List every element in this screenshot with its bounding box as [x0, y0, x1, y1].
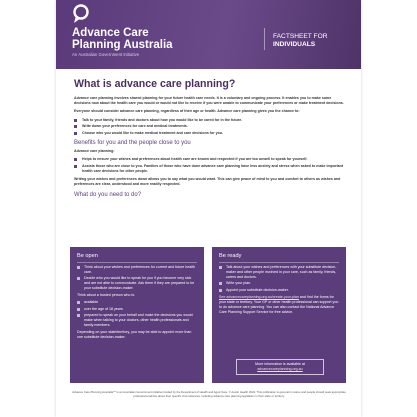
action-boxes — [70, 247, 346, 383]
benefits-lead: Advance care planning: — [74, 149, 115, 153]
chance-list — [74, 118, 344, 136]
list-item: Decide who you would like to speak for you if you become very sick and are not able to communicate. Ask them if they are prepared to be your substitute decision-maker. — [77, 276, 197, 291]
intro-paragraph-2: Everyone should consider advance care planning, regardless of their age or health. Advance care planning gives you the chance to: — [74, 109, 300, 114]
be-open-closing: Depending on your state/territory, you may be able to appoint more than one substitute decision-maker. — [77, 330, 192, 340]
header-banner — [56, 0, 361, 69]
logo-title-line1: Advance Care — [72, 27, 149, 39]
list-item: Write your plan. — [219, 281, 339, 286]
benefits-closing: Writing your wishes and preferences down allows you to say what you would want. This can give peace of mind to you and comfort to others as wishes and preferences are clear, understood and more readily respected. — [74, 177, 341, 187]
list-item: available — [77, 300, 197, 305]
list-item: Talk to your family, friends and doctors about how you would like to be cared for in the future. — [74, 118, 344, 123]
list-item: Talk about your wishes and preferences with your substitute decision-maker and other people involved in your care, such as family, friends, carers and doctors. — [219, 265, 339, 280]
list-item: Appoint your substitute decision-maker. — [219, 288, 339, 293]
list-item: Choose who you would like to make medical treatment and care decisions for you. — [74, 131, 344, 136]
factsheet-page — [56, 0, 361, 417]
speech-bubble-logo-icon — [72, 4, 90, 24]
trusted-person-lead: Think about a trusted person who is: — [77, 293, 135, 298]
more-info-line1: More information is available at — [255, 362, 305, 366]
intro-paragraph-1: Advance care planning involves shared planning for your future health care needs. It is a voluntary and ongoing process. It enables you to make some decisions now about the health care you would or would not like to receive if you were unable to communicate your preferences or make treatment decisions. — [74, 96, 344, 106]
factsheet-audience: INDIVIDUALS — [273, 41, 316, 48]
todo-heading: What do you need to do? — [74, 191, 142, 198]
list-item: Think about your wishes and preferences for current and future health care. — [77, 265, 197, 275]
be-open-list — [77, 265, 197, 291]
header-divider — [264, 28, 265, 50]
list-item: Helps to ensure your wishes and preferences about health care are known and respected if you are too unwell to speak for yourself. — [74, 157, 344, 162]
list-item: prepared to speak on your behalf and make the decisions you would make when talking to your doctors, other health professionals and family members. — [77, 313, 197, 328]
factsheet-label: FACTSHEET FOR — [273, 33, 328, 40]
be-ready-box — [212, 247, 346, 383]
benefits-heading: Benefits for you and the people close to you — [74, 140, 191, 146]
more-info-box — [236, 359, 324, 375]
be-ready-heading: Be ready — [219, 253, 339, 263]
list-item: Assists those who are close to you. Families of those who have done advance care planning have less anxiety and stress when asked to make important health care decisions for other people. — [74, 164, 344, 174]
be-ready-list — [219, 265, 339, 293]
logo-subtitle: An Australian Government Initiative — [72, 52, 140, 57]
page-title: What is advance care planning? — [74, 78, 236, 90]
be-open-box — [70, 247, 204, 383]
more-info-link[interactable]: advancecareplanning.org.au — [257, 367, 303, 371]
trusted-person-list — [77, 300, 197, 328]
be-open-heading: Be open — [77, 253, 197, 263]
main-content — [74, 78, 344, 201]
create-plan-link[interactable]: See advancecareplanning.org.au/create-your-plan — [219, 294, 299, 299]
create-plan-text: and find the forms for your state or territory. Your GP or other health professional can support you to do advance care planning. You can also contact the National Advance Care Planning Support Service for free advice. — [219, 294, 339, 314]
logo-title-line2: Planning Australia — [72, 39, 173, 51]
footer-disclaimer: Advance Care Planning Australia™ is an Australian Government initiative funded by the Department of Health and Aged Care. © Austin Health 2024. This publication is general in nature and people should seek appropriate professional advice about their specific circumstances, including advance care planning legislation in their state or territory. — [72, 390, 346, 398]
list-item: over the age of 18 years — [77, 307, 197, 312]
list-item: Write down your preferences for care and medical treatments. — [74, 124, 344, 129]
benefits-list — [74, 157, 344, 174]
create-plan-paragraph — [219, 295, 339, 315]
